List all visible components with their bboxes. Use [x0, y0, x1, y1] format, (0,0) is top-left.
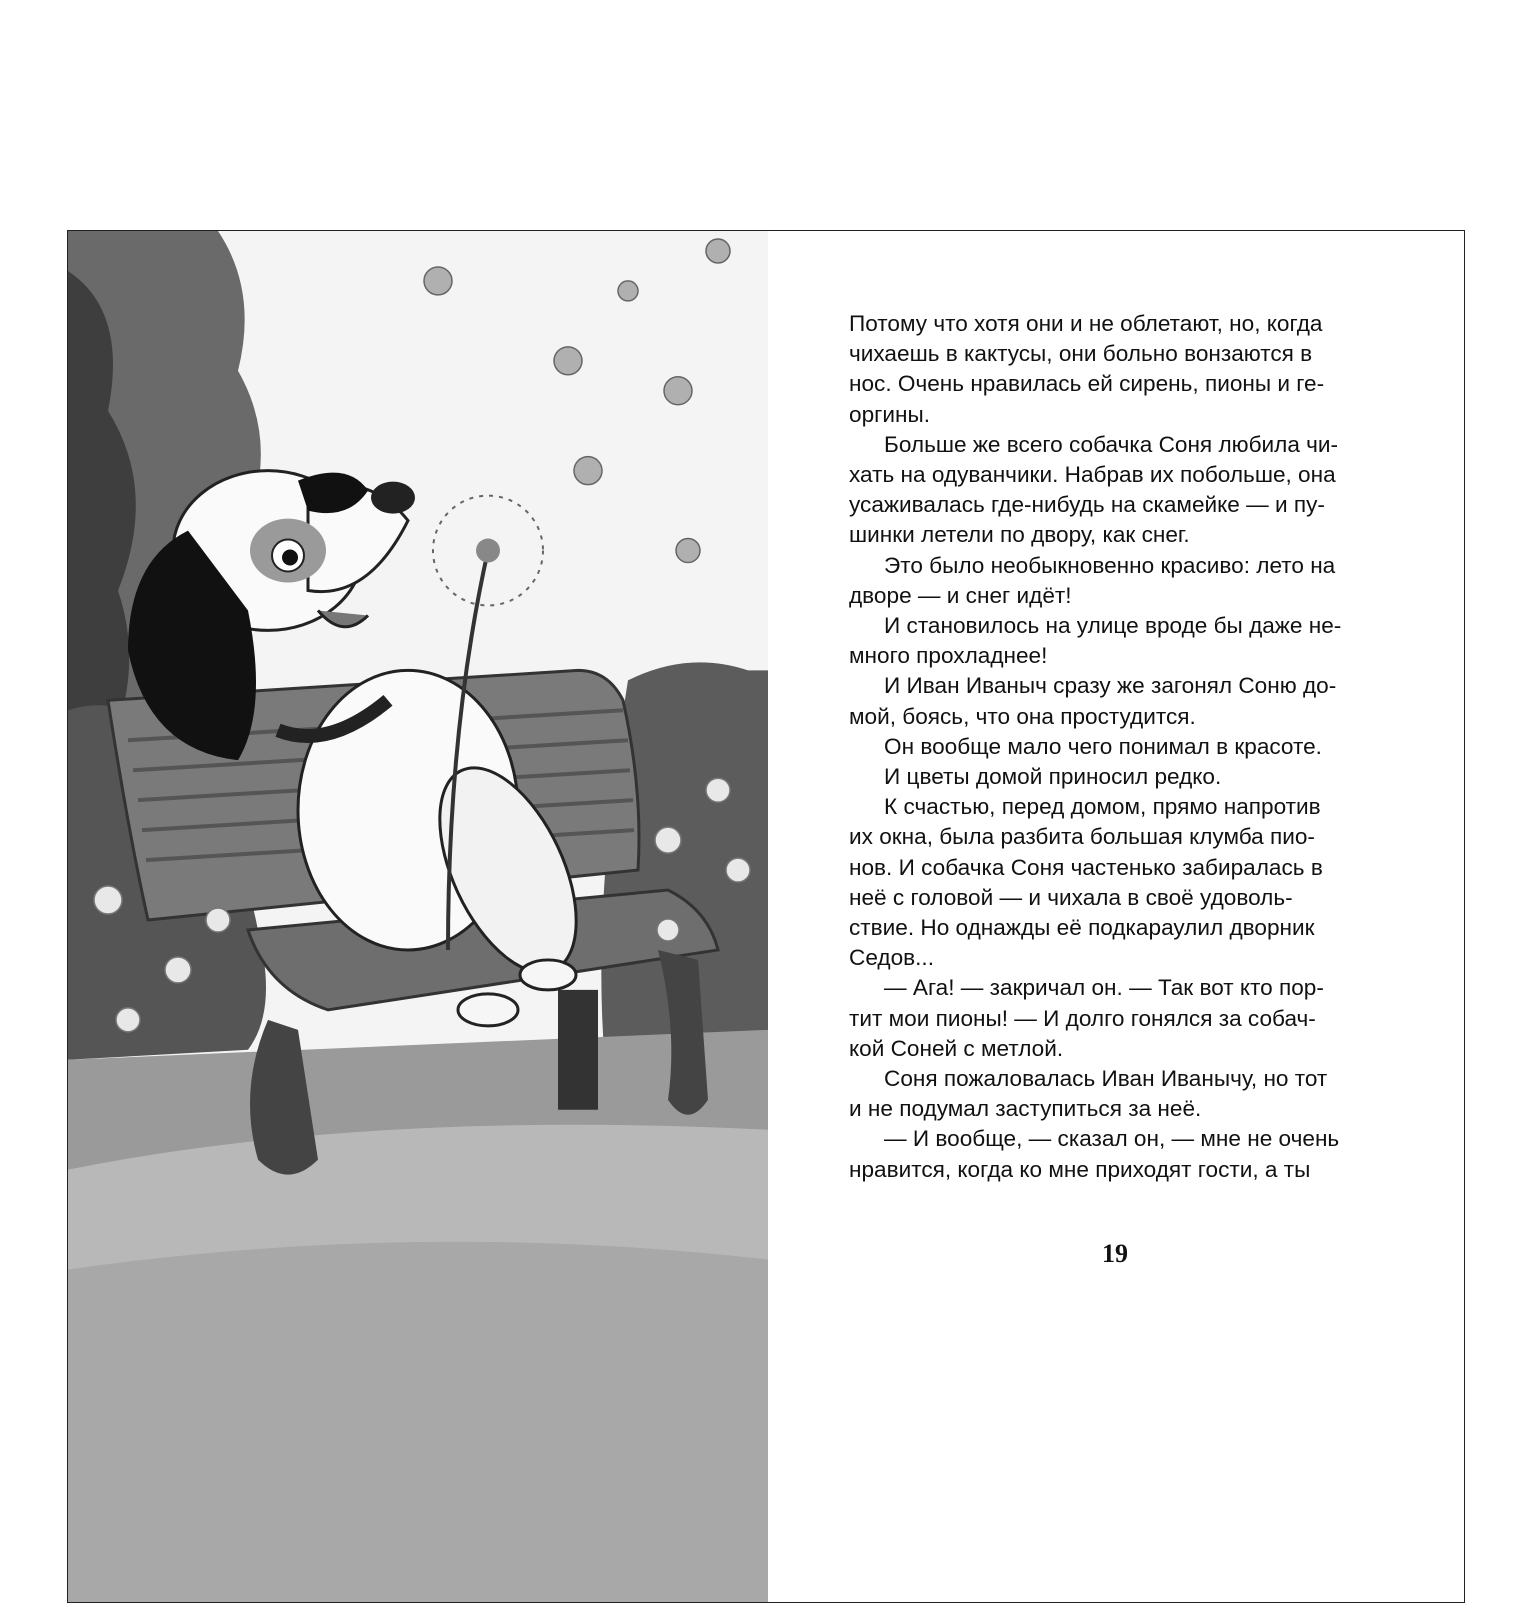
text-line: нов. И собачка Соня частенько забиралась в [849, 854, 1323, 880]
text-line: Он вообще мало чего понимал в красоте. [884, 733, 1322, 759]
text-line: дворе — и снег идёт! [849, 582, 1072, 608]
text-line: Соня пожаловалась Иван Иванычу, но тот [884, 1066, 1328, 1091]
text-line: Это было необыкновенно красиво: лето на [884, 552, 1336, 578]
text-line: И цветы домой приносил редко. [884, 764, 1222, 789]
text-line: и не подумал заступиться за неё. [849, 1096, 1202, 1122]
text-line: много прохладнее! [849, 643, 1048, 669]
text-line: И Иван Иваныч сразу же загонял Соню до- [884, 673, 1337, 699]
text-line: мой, боясь, что она простудится. [849, 703, 1196, 729]
text-line: — Ага! — закричал он. — Так вот кто пор- [884, 975, 1324, 1001]
illustration-image [68, 231, 768, 1602]
book-spread [67, 230, 1465, 1603]
text-line: Больше же всего собачка Соня любила чи- [884, 431, 1339, 457]
text-line: тит мои пионы! — И долго гонялся за собач- [849, 1005, 1316, 1031]
text-line: К счастью, перед домом, прямо напротив [884, 794, 1321, 820]
text-line: нравится, когда ко мне приходят гости, а ты [849, 1156, 1311, 1182]
text-line: усаживалась где-нибудь на скамейке — и пу- [849, 492, 1325, 518]
text-line: чихаешь в кактусы, они больно вонзаются в [849, 341, 1313, 367]
text-line: — И вообще, — сказал он, — мне не очень [884, 1126, 1340, 1152]
page-number: 19 [1102, 1239, 1128, 1268]
text-line: ствие. Но однажды её подкараулил дворник [849, 915, 1315, 940]
text-line: оргины. [849, 401, 930, 427]
text-line: хать на одуванчики. Набрав их побольше, она [849, 462, 1336, 487]
text-line: нос. Очень нравилась ей сирень, пионы и ге- [849, 371, 1325, 397]
text-line: шинки летели по двору, как снег. [849, 522, 1190, 548]
text-line: кой Соней с метлой. [849, 1035, 1064, 1061]
text-line: их окна, была разбита большая клумба пио- [849, 824, 1315, 850]
text-line: И становилось на улице вроде бы даже не- [884, 613, 1342, 638]
text-line: неё с головой — и чихала в своё удоволь- [849, 884, 1293, 910]
text-line: Седов... [849, 945, 934, 971]
illustration-dog-on-bench [68, 231, 768, 1602]
text-line: Потому что хотя они и не облетают, но, когда [849, 311, 1323, 336]
